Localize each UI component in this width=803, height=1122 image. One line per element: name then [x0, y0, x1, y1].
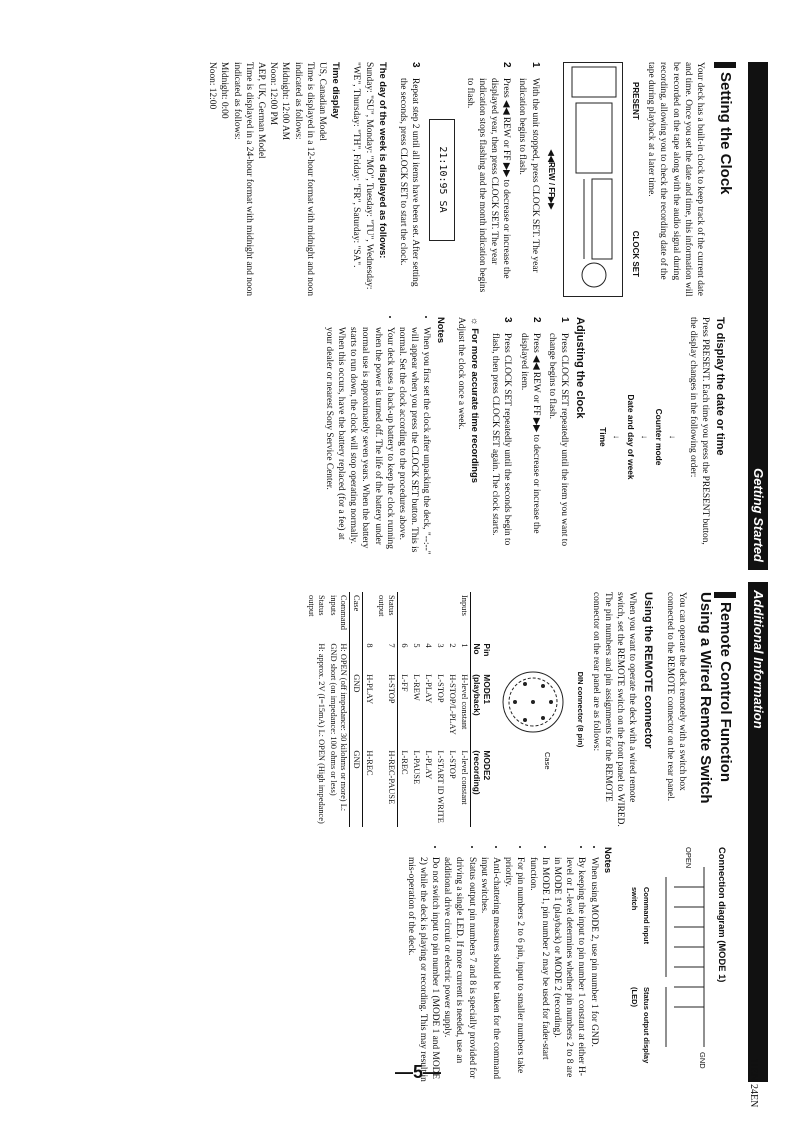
day-of-week-heading: The day of the week is displayed as follows: [377, 62, 389, 259]
left-column-1 [206, 62, 736, 297]
table-row: 2 H-STOP/L-PLAY L-STOP [448, 643, 458, 779]
intro-text: Your deck has a built-in clock to keep track of the current date and time. Once you set the date and time, this information will be recorded on the tape along with the audio signal during recording, allowing you to check the recording date of the tape during playback at a later time. [646, 62, 705, 297]
sequence-counter-mode: Counter mode [654, 408, 665, 466]
din-connector-diagram [493, 592, 573, 827]
using-remote-text: When you want to operate the deck with a wired remote switch, set the REMOTE switch on the front panel to WIRED. The pin numbers and pin assignments for the REMOTE connector on the rear panel are as follows: [590, 592, 638, 827]
right-column-1 [305, 592, 736, 827]
open-label: OPEN [683, 847, 693, 869]
note-item: • Your deck uses a back-up battery to keep the clock running when the power is turned off. The life of the battery under normal use is approximately seven years. When the battery starts to run down, the clock will stop operating normally. When this occurs, have the battery replaced (for a fee) at your dealer or nearest Sony Service Center. [323, 327, 396, 557]
deck-front-panel-illustration [563, 62, 623, 297]
note-item: • Anti-chattering measures should be taken for the command input switches. [478, 857, 502, 1082]
clock-set-label: CLOCK SET [630, 230, 640, 277]
day-of-week-text: Sunday: "SU", Monday: "MO", Tuesday: "TU", Wednesday: "WE", Thursday: "TH", Friday: "FR", Saturday: "SA". [351, 62, 374, 290]
step-1: 1 With the unit stopped, press CLOCK SET. The year indication begins to flash. [517, 62, 541, 273]
manual-spread [116, 62, 768, 1082]
tip-text: Adjust the clock once a week. [455, 317, 466, 430]
connection-diagram-icon [644, 847, 714, 1082]
sequence-date: Date and day of week [626, 394, 637, 480]
right-notes-list [404, 847, 599, 1082]
table-row: Status output H: approx. 2V (I=15mA) L: OPEN (High impedance) [307, 595, 327, 824]
gnd-label: GND [697, 1052, 707, 1069]
table-row: 6 L-FF L-REC [400, 643, 410, 775]
left-column-2 [323, 317, 736, 557]
table-row: 3 L-STOP L-START ID WRITE [436, 643, 446, 823]
clock-display-sample: 21:10:95 SA [429, 119, 455, 241]
note-item: • When using MODE 2, use pin number 1 for GND. [587, 857, 599, 1082]
figure-labels [629, 62, 641, 297]
table-row: Status output 7 H-STOP H-REC-PAUSE [375, 592, 398, 827]
step-2: 2 Press ◀◀ REW or FF ▶▶ to decrease or increase the displayed year, then press CLOCK SET. The year indication stops flashing and the month indication begins to flash. [464, 62, 513, 293]
status-output-label: Status output display (LED) [629, 987, 651, 1064]
present-label: PRESENT [630, 82, 640, 120]
adjust-step-2: 2 Press ◀◀ REW or FF ▶▶ to decrease or increase the displayed item. [518, 317, 542, 534]
connection-diagram-title: Connection diagram (MODE 1) [717, 847, 728, 983]
deck-illustration-icon [566, 63, 622, 296]
mode1-header: MODE1 (playback) [471, 671, 494, 747]
display-sequence [596, 317, 680, 557]
din-connector-icon [493, 592, 573, 827]
time-display-heading: Time display [331, 62, 343, 119]
sequence-arrow-icon: ↓ [640, 434, 651, 440]
page-number: —5— [395, 1062, 442, 1082]
table-row: Inputs 1 H-level constant L-level constant [460, 595, 470, 805]
note-item: • Do not switch input to pin number 1 (MODE 1 and MODE 2) while the deck is playing or recording. This may result in mis-operation of the deck. [404, 857, 441, 1082]
sequence-time: Time [598, 427, 609, 447]
note-item: • When you first set the clock after unpacking the deck, "--:--" will appear when you press the CLOCK SET button. This is normal. Set the clock according to the procedures above. [396, 327, 433, 557]
table-row: 4 L-PLAY L-PLAY [424, 643, 434, 780]
pin-no-header: Pin No [471, 640, 494, 671]
table-row: 8 H-PLAY H-REC [365, 643, 375, 776]
remote-intro: You can operate the deck remotely with a switch box connected to the REMOTE connector on the rear panel. [664, 592, 687, 802]
sequence-arrow-icon: ↓ [668, 434, 679, 440]
note-item: • Status output pin numbers 7 and 8 is specially provided for driving a single LED. If more current is needed, use an additional drive circuit or electric power supply. [441, 857, 478, 1082]
section-banner-getting-started: Getting Started [748, 62, 768, 570]
table-row: Command inputs H: OPEN (off impedance: 30 kilohms or more) L: GND short (on impedance: 100 ohms or less) [327, 592, 350, 827]
time-display-list: US, Canadian Model Time is displayed in a 12-hour format with midnight and noon indicated as follows: Midnight: 12:00 AM Noon: 12:00 PM AEP, UK, German Model Time is displayed in a 24-hour format with midnight and noon indicated as follows: Midnight: 0:00 Noon: 12:00 [207, 62, 327, 297]
right-column-2 [404, 847, 736, 1082]
page-code-right: 24EN [748, 1084, 759, 1108]
notes-list [323, 317, 433, 557]
command-input-label: Command input switch [629, 887, 651, 945]
right-notes-title: Notes [602, 847, 614, 874]
note-item: • In MODE 1, pin number 2 may be used for fader-start function. [526, 857, 550, 1082]
table-row: 5 L-REW L-PAUSE [412, 643, 422, 785]
page-codes [745, 1058, 803, 1108]
pin-assignment-table [305, 592, 493, 827]
adjust-clock-title: Adjusting the clock [574, 317, 587, 419]
using-remote-title: Using the REMOTE connector [641, 592, 654, 749]
table-row: Case GND GND [350, 592, 363, 827]
note-item: • By keeping the input to pin number 1 constant at either H-level or L-level determines whether pin numbers 2 to 8 are in MODE 1 (playback) or MODE 2 (recording). [551, 857, 588, 1082]
din-connector-label: DIN connector (8 pin) [575, 671, 585, 748]
sequence-arrow-icon: ↓ [612, 434, 623, 440]
display-date-title: To display the date or time [714, 317, 726, 456]
case-label: Case [543, 752, 553, 770]
page-title-remote-control: Remote Control Function Using a Wired Remote Switch [697, 592, 735, 804]
adjust-step-1: 1 Press CLOCK SET repeatedly until the item you want to change begins to flash. [546, 317, 571, 547]
adjust-step-3: 3 Press CLOCK SET repeatedly until the seconds begin to flash, then press CLOCK SET again. The clock starts. [490, 317, 514, 546]
page-code-left: 11EN [748, 1058, 759, 1081]
page-title-setting-clock: Setting the Clock [714, 62, 736, 297]
notes-title: Notes [435, 317, 447, 344]
rew-ff-label: ◀◀REW / FF▶▶ [546, 149, 556, 210]
tip-lightbulb-icon: ☼ [469, 317, 481, 329]
step-3: 3 Repeat step 2 until all items have been set. After setting the seconds, press CLOCK SET to start the clock. [397, 62, 422, 287]
note-item: • For pin numbers 2 to 6 pin, input to smaller numbers take priority. [502, 857, 526, 1082]
display-date-intro: Press PRESENT. Each time you press the PRESENT button, the display changes in the following order: [687, 317, 710, 545]
connection-diagram [622, 847, 714, 1082]
section-banner-additional-information: Additional Information [748, 582, 768, 1082]
tip-title: ☼ For more accurate time recordings [469, 317, 481, 483]
mode2-header: MODE2 (recording) [471, 747, 494, 827]
